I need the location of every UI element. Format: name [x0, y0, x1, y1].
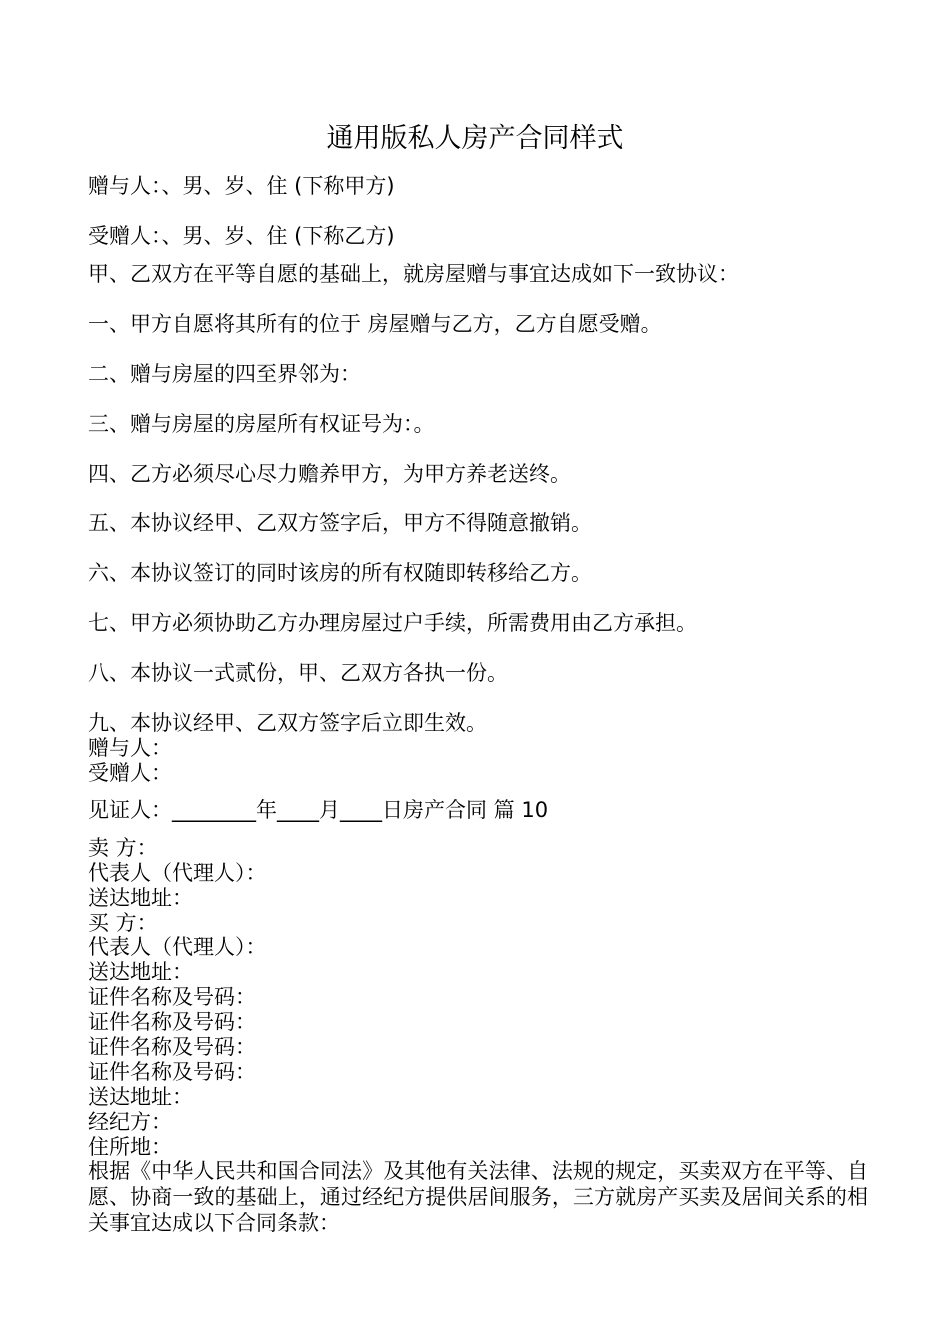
- clause-7: 七、甲方必须协助乙方办理房屋过户手续，所需费用由乙方承担。: [88, 611, 697, 635]
- signature-donee: 受赠人：: [88, 761, 172, 785]
- id-line-4: 证件名称及号码：: [88, 1060, 256, 1084]
- donor-line: 赠与人：、男、岁、住 (下称甲方): [88, 174, 395, 198]
- id-line-1: 证件名称及号码：: [88, 985, 256, 1009]
- buyer-agent-line: 代表人（代理人）：: [88, 935, 267, 959]
- residence-line: 住所地：: [88, 1135, 172, 1159]
- clause-1: 一、甲方自愿将其所有的位于 房屋赠与乙方，乙方自愿受赠。: [88, 312, 662, 336]
- seller-agent-line: 代表人（代理人）：: [88, 861, 267, 885]
- seller-address-line: 送达地址：: [88, 886, 193, 910]
- buyer-address-line: 送达地址：: [88, 960, 193, 984]
- clause-6: 六、本协议签订的同时该房的所有权随即转移给乙方。: [88, 561, 592, 585]
- agreement-intro: 甲、乙双方在平等自愿的基础上，就房屋赠与事宜达成如下一致协议：: [88, 262, 739, 286]
- clause-9: 九、本协议经甲、乙双方签字后立即生效。: [88, 711, 487, 735]
- donee-line: 受赠人：、男、岁、住 (下称乙方): [88, 224, 395, 248]
- seller-line: 卖 方：: [88, 836, 158, 860]
- clause-4: 四、乙方必须尽心尽力赡养甲方，为甲方养老送终。: [88, 462, 571, 486]
- id-line-2: 证件名称及号码：: [88, 1010, 256, 1034]
- clause-3: 三、赠与房屋的房屋所有权证号为：。: [88, 412, 435, 436]
- contract-preamble: 根据《中华人民共和国合同法》及其他有关法律、法规的规定，买卖双方在平等、自愿、协商一致的基础上，通过经纪方提供居间服务，三方就房产买卖及居间关系的相关事宜达成以下合同条款：: [88, 1159, 868, 1235]
- clause-5: 五、本协议经甲、乙双方签字后，甲方不得随意撤销。: [88, 511, 592, 535]
- buyer-line: 买 方：: [88, 911, 158, 935]
- clause-2: 二、赠与房屋的四至界邻为：: [88, 362, 361, 386]
- broker-line: 经纪方：: [88, 1110, 172, 1134]
- clause-8: 八、本协议一式贰份，甲、乙双方各执一份。: [88, 661, 508, 685]
- delivery-address-line: 送达地址：: [88, 1085, 193, 1109]
- witness-date-line: 见证人：________年____月____日房产合同 篇 10: [88, 798, 549, 822]
- signature-donor: 赠与人：: [88, 736, 172, 760]
- document-title: 通用版私人房产合同样式: [326, 123, 624, 154]
- id-line-3: 证件名称及号码：: [88, 1035, 256, 1059]
